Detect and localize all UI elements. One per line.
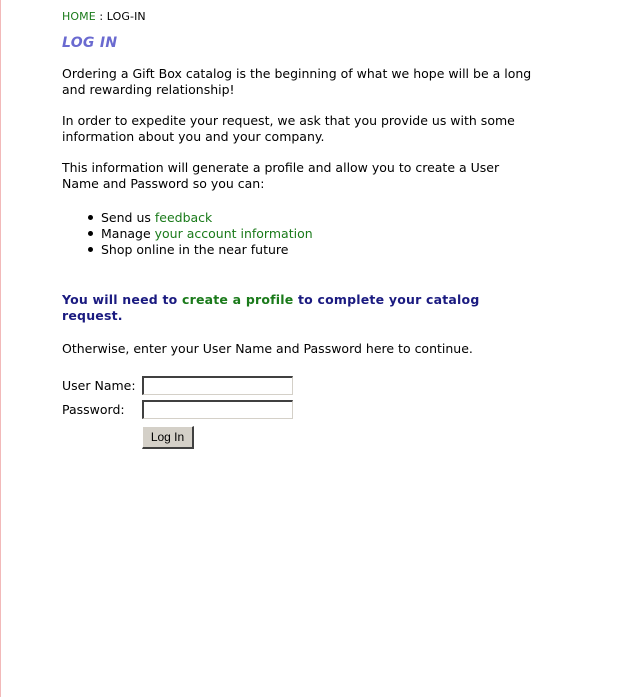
intro-paragraph-1: Ordering a Gift Box catalog is the beginning of what we hope will be a long and rewarding relationship! <box>62 66 532 97</box>
breadcrumb-separator: : <box>95 10 107 23</box>
create-profile-callout <box>62 292 532 324</box>
list-item-text: Manage <box>101 226 155 241</box>
password-label: Password: <box>62 401 125 417</box>
username-row <box>62 375 293 395</box>
password-input[interactable] <box>142 400 293 419</box>
breadcrumb <box>62 10 146 23</box>
list-item-text: Shop online in the near future <box>101 242 289 257</box>
log-in-button[interactable]: Log In <box>142 426 194 449</box>
callout-text-after: to complete your catalog request. <box>62 292 480 323</box>
bullet-icon <box>88 247 93 252</box>
otherwise-instruction: Otherwise, enter your User Name and Password here to continue. <box>62 341 473 356</box>
callout-text-before: You will need to <box>62 292 182 307</box>
create-profile-link[interactable]: create a profile <box>181 292 294 307</box>
breadcrumb-home-link[interactable]: HOME <box>62 10 96 23</box>
page-title: LOG IN <box>62 35 118 51</box>
list-item-account <box>62 226 313 242</box>
list-item-text: Send us <box>101 210 155 225</box>
password-row <box>62 399 293 419</box>
username-input[interactable] <box>142 376 293 395</box>
intro-paragraph-2: In order to expedite your request, we ask that you provide us with some information about you and your company. <box>62 113 515 144</box>
bullet-icon <box>88 231 93 236</box>
bullet-icon <box>88 215 93 220</box>
list-item-feedback <box>62 210 313 226</box>
left-border-line <box>0 0 1 697</box>
benefits-list <box>62 210 313 258</box>
feedback-link[interactable]: feedback <box>154 210 213 225</box>
list-item-shop <box>62 242 313 258</box>
account-information-link[interactable]: your account information <box>154 226 313 241</box>
intro-paragraph-3: This information will generate a profile and allow you to create a User Name and Password so you can: <box>62 160 500 191</box>
username-label: User Name: <box>62 377 136 393</box>
breadcrumb-current: LOG-IN <box>106 10 146 23</box>
